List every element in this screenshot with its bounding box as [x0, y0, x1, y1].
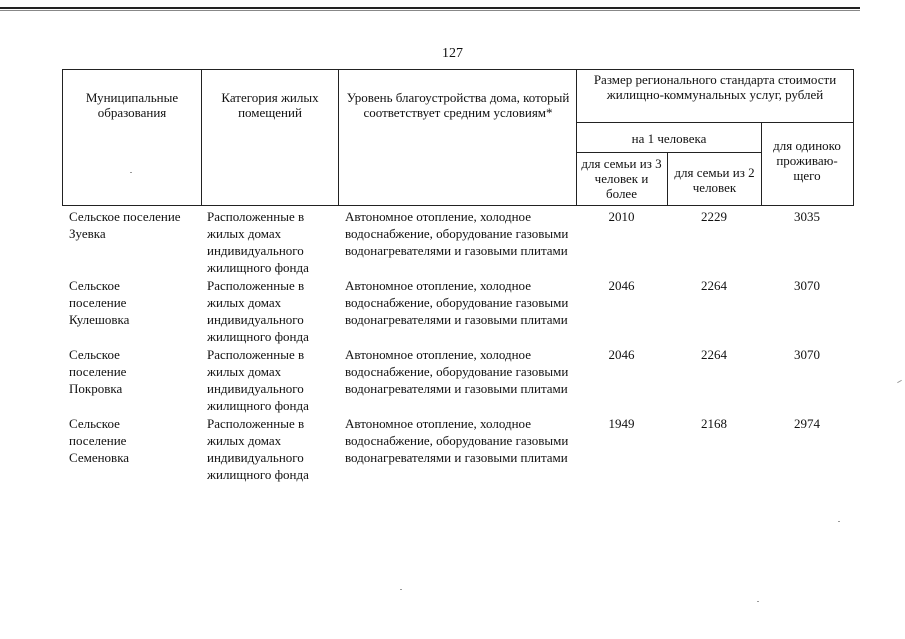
row-4-comfort: Автономное отопление, холодное водоснабжение, оборудование газовыми водонагревателями и газовыми плитами [345, 416, 569, 465]
scan-speck [757, 601, 759, 602]
row-3-family2-value: 2264 [701, 347, 727, 362]
header-family-2: для семьи из 2 человек [674, 165, 755, 195]
header-per-person-divider [576, 152, 761, 153]
row-1-category: Расположенные в жилых домах индивидуального жилищного фонда [207, 209, 309, 275]
header-family-3: для семьи из 3 человек и более [581, 156, 662, 201]
top-border-line-shadow [0, 10, 860, 11]
row-3-comfort: Автономное отопление, холодное водоснабжение, оборудование газовыми водонагревателями и газовыми плитами [345, 347, 569, 396]
header-standard-size: Размер регионального стандарта стоимости жилищно-коммунальных услуг, рублей [593, 72, 837, 102]
scan-speck [838, 521, 840, 522]
header-category: Категория жилых помещений [221, 90, 319, 120]
row-3-single-value: 3070 [794, 347, 820, 362]
header-single-resident: для одиноко проживаю-щего [773, 138, 841, 183]
header-border-family2 [667, 152, 668, 206]
row-1-single-value: 3035 [794, 209, 820, 224]
row-3-municipality: Сельское поселение Покровка [69, 347, 127, 396]
row-2-family2-value: 2264 [701, 278, 727, 293]
row-1-municipality: Сельское поселение Зуевка [69, 209, 181, 241]
scan-speck [400, 589, 402, 590]
header-municipality: Муниципальные образования [85, 90, 179, 120]
scan-speck [130, 172, 132, 173]
header-border-col3 [338, 69, 339, 206]
header-per-person: на 1 человека [631, 131, 707, 146]
row-4-municipality: Сельское поселение Семеновка [69, 416, 130, 465]
row-4-single-value: 2974 [794, 416, 820, 431]
header-border-single [761, 122, 762, 206]
row-2-category: Расположенные в жилых домах индивидуального жилищного фонда [207, 278, 309, 344]
row-4-family3-value: 1949 [608, 416, 635, 431]
row-2-municipality: Сельское поселение Кулешовка [69, 278, 130, 327]
header-border-col2 [201, 69, 202, 206]
row-1-family2-value: 2229 [701, 209, 727, 224]
header-border-right [853, 69, 854, 206]
header-border-left [62, 69, 63, 206]
header-bottom-border [62, 205, 853, 206]
row-4-family2-value: 2168 [701, 416, 727, 431]
header-comfort-level: Уровень благоустройства дома, который соответствует средним условиям* [346, 90, 570, 120]
top-border-line [0, 7, 860, 9]
scan-speck [897, 380, 902, 383]
row-1-comfort: Автономное отопление, холодное водоснабжение, оборудование газовыми водонагревателями и газовыми плитами [345, 209, 569, 258]
row-3-family3-value: 2046 [608, 347, 635, 362]
row-3-category: Расположенные в жилых домах индивидуального жилищного фонда [207, 347, 309, 413]
row-4-category: Расположенные в жилых домах индивидуального жилищного фонда [207, 416, 309, 482]
row-2-family3-value: 2046 [608, 278, 635, 293]
header-border-col4 [576, 69, 577, 206]
row-1-family3-value: 2010 [608, 209, 635, 224]
header-top-border [62, 69, 853, 70]
header-standard-divider [576, 122, 853, 123]
row-2-comfort: Автономное отопление, холодное водоснабжение, оборудование газовыми водонагревателями и газовыми плитами [345, 278, 569, 327]
row-2-single-value: 3070 [794, 278, 820, 293]
page-number: 127 [442, 46, 463, 61]
